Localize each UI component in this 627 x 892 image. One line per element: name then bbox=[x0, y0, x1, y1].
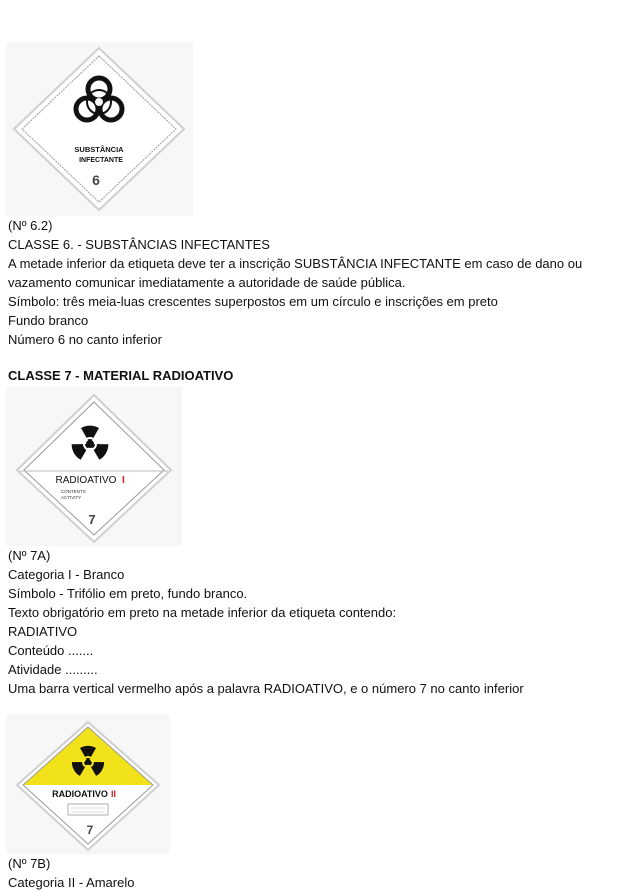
activity-text: ACTIVITY bbox=[61, 495, 82, 500]
radioativo-inscription: RADIOATIVO bbox=[55, 475, 117, 486]
text-line: Uma barra vertical vermelho após a palavra RADIOATIVO, e o número 7 no canto inferior bbox=[8, 681, 524, 696]
text-line: Conteúdo ....... bbox=[8, 643, 94, 658]
class-7b-description bbox=[8, 854, 134, 892]
class-number: 7 bbox=[86, 823, 94, 837]
text-line: A metade inferior da etiqueta deve ter a inscrição SUBSTÂNCIA INFECTANTE em caso de dano ou bbox=[8, 256, 583, 271]
class-7b-label-image bbox=[6, 714, 170, 854]
category-bar: II bbox=[111, 789, 117, 799]
class-7a-description bbox=[8, 546, 524, 698]
radioativo-inscription: RADIOATIVO bbox=[52, 789, 108, 799]
text-line: Texto obrigatório em preto na metade inferior da etiqueta contendo: bbox=[8, 605, 397, 620]
category-bar: I bbox=[122, 475, 125, 486]
class-7a-label-image bbox=[6, 387, 182, 546]
text-line: CLASSE 6. - SUBSTÂNCIAS INFECTANTES bbox=[8, 237, 270, 252]
inscription-line2: INFECTANTE bbox=[79, 157, 123, 164]
text-line: Categoria I - Branco bbox=[8, 567, 125, 582]
text-line: Categoria II - Amarelo bbox=[8, 875, 135, 890]
text-line: RADIATIVO bbox=[8, 624, 78, 639]
class-6-description bbox=[8, 216, 582, 349]
text-line: (Nº 6.2) bbox=[8, 218, 53, 233]
text-line: Atividade ......... bbox=[8, 662, 98, 677]
class-7-heading: CLASSE 7 - MATERIAL RADIOATIVO bbox=[8, 368, 234, 383]
text-line: (Nº 7A) bbox=[8, 548, 51, 563]
class-number: 6 bbox=[92, 172, 100, 188]
class-6-label-image bbox=[6, 42, 193, 216]
text-line: (Nº 7B) bbox=[8, 856, 51, 871]
contents-text: CONTENTS bbox=[61, 489, 86, 494]
text-line: Número 6 no canto inferior bbox=[8, 332, 162, 347]
inscription-line1: SUBSTÂNCIA bbox=[74, 145, 124, 154]
text-line: Símbolo: três meia-luas crescentes superpostos em um círculo e inscrições em preto bbox=[8, 294, 498, 309]
text-line: Fundo branco bbox=[8, 313, 89, 328]
class-number: 7 bbox=[88, 512, 96, 527]
text-line: vazamento comunicar imediatamente a autoridade de saúde pública. bbox=[8, 275, 406, 290]
text-line: Símbolo - Trifólio em preto, fundo branco. bbox=[8, 586, 248, 601]
